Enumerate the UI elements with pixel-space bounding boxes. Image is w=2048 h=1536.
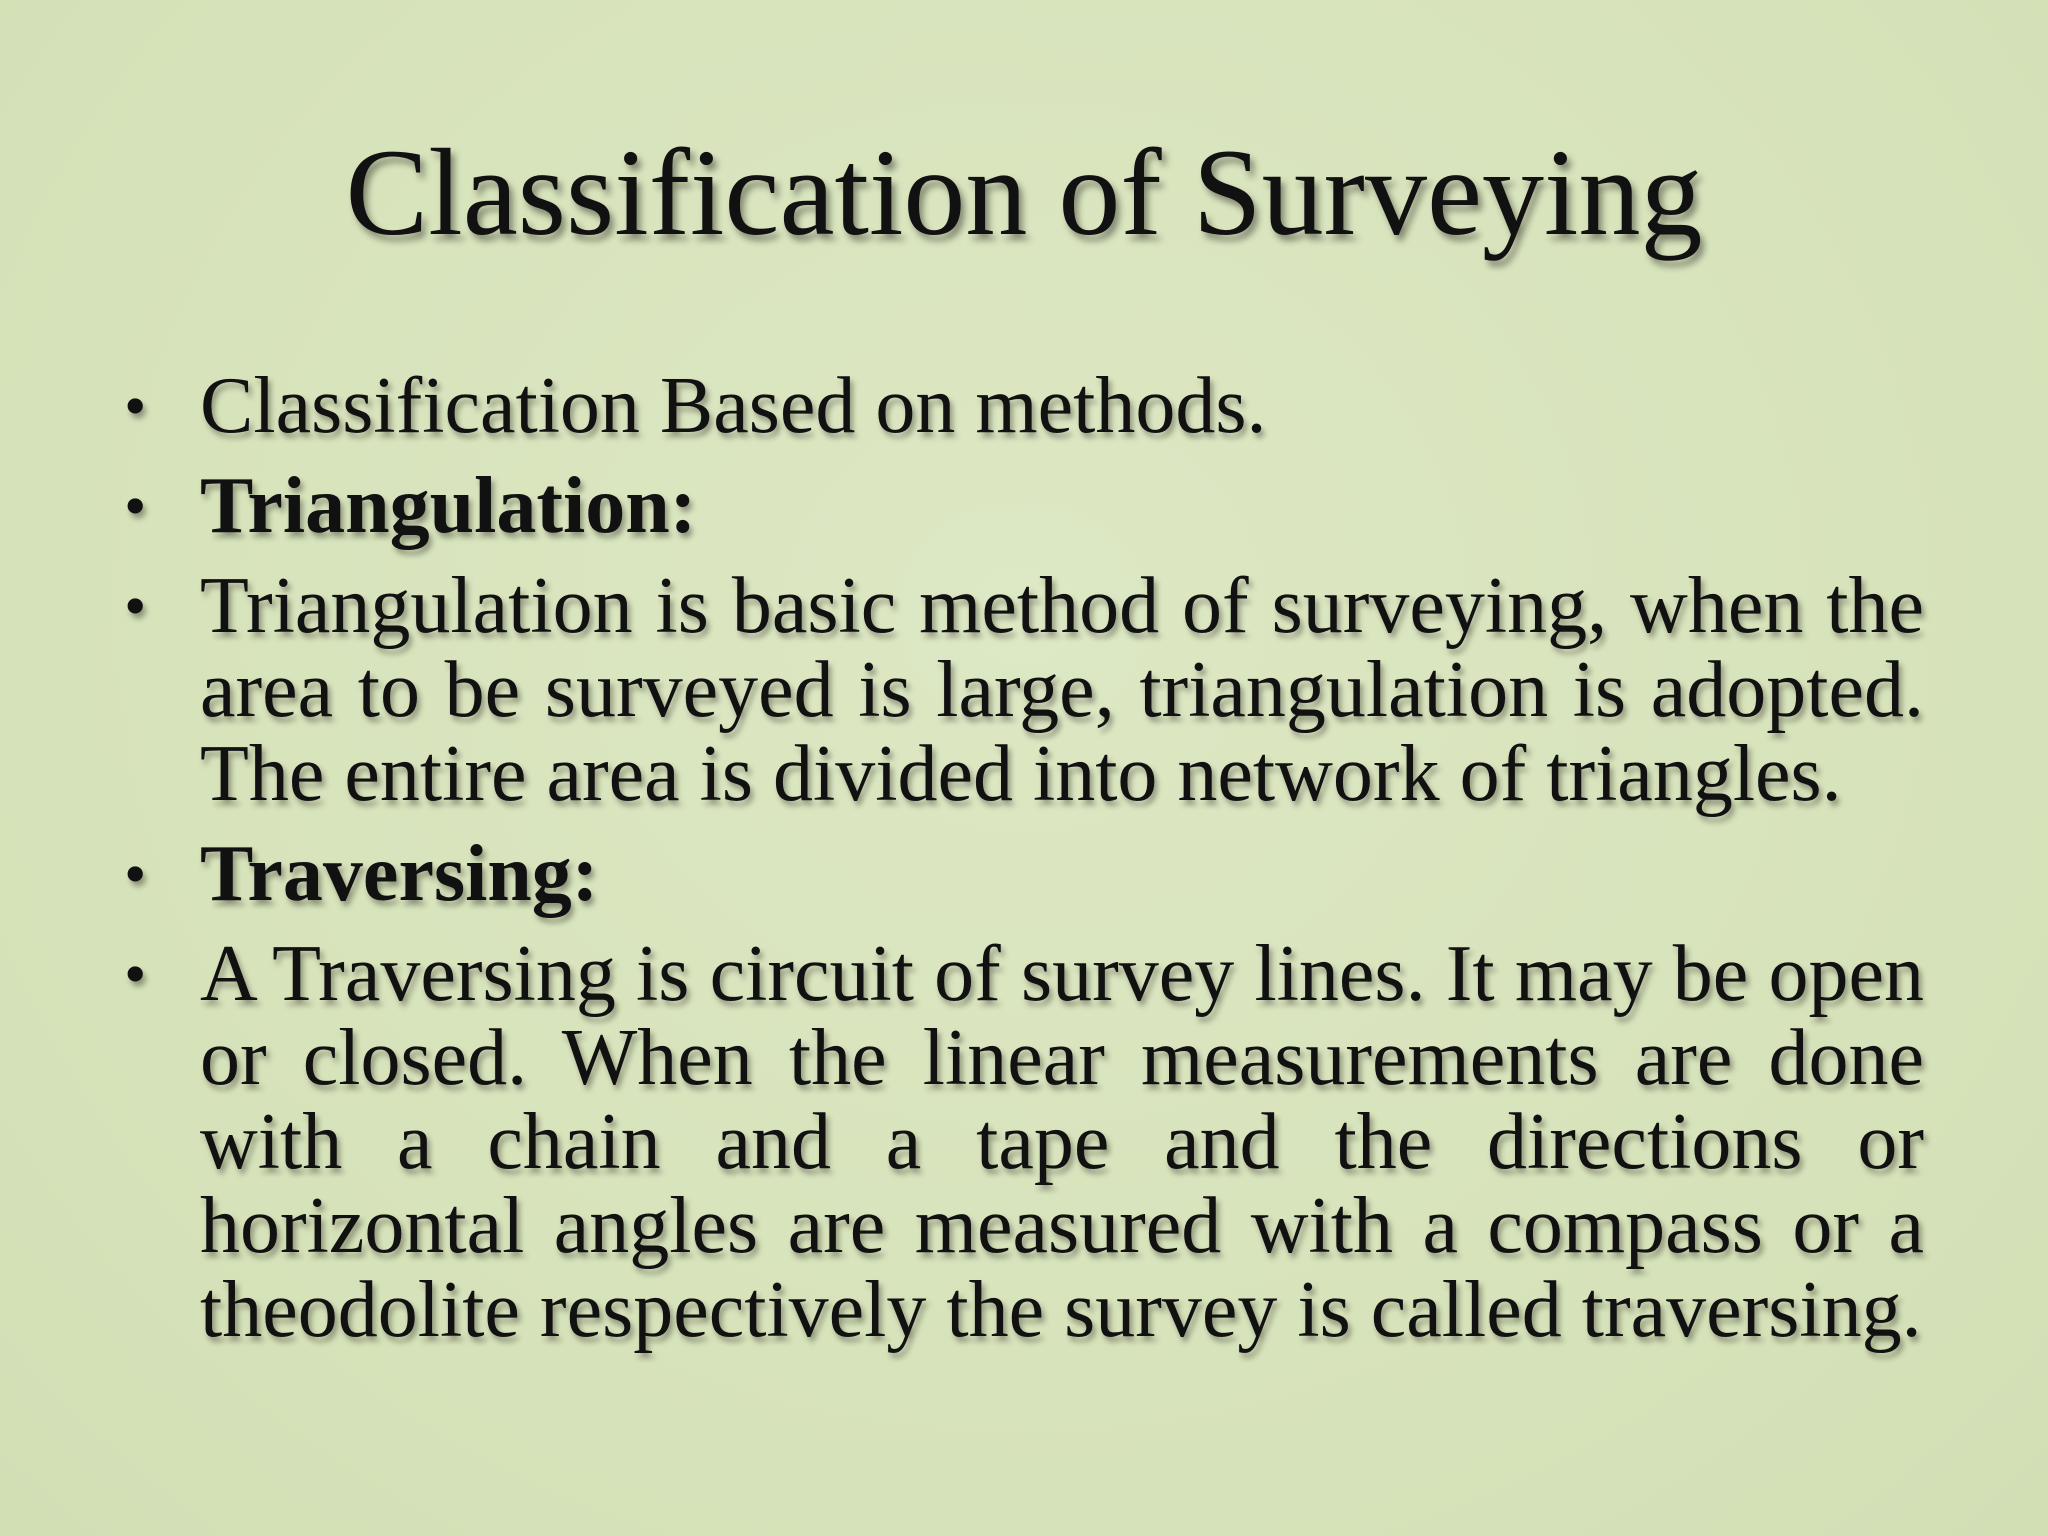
bullet-item-methods [124,364,1924,448]
bullet-icon: • [124,938,147,1009]
bullet-icon: • [124,370,147,441]
bullet-list [124,364,1924,1368]
bullet-text: Triangulation is basic method of surveying, when the area to be surveyed is large, triangulation is adopted. The entire area is divided into network of triangles. [200,562,1924,818]
bullet-item-triangulation-heading [124,464,1924,548]
bullet-item-traversing-heading [124,832,1924,916]
bullet-text: A Traversing is circuit of survey lines. It may be open or closed. When the linear measurements are done with a chain and a tape and the directions or horizontal angles are measured with a compass or a theodolite respectively the survey is called traversing. [200,930,1924,1354]
bullet-icon: • [124,570,147,641]
slide-title: Classification of Surveying [345,124,1703,261]
bullet-icon: • [124,470,147,541]
bullet-item-triangulation-description [124,564,1924,816]
bullet-item-traversing-description [124,932,1924,1352]
bullet-text: Triangulation: [200,462,697,550]
bullet-text: Traversing: [200,830,599,918]
bullet-text: Classification Based on methods. [200,362,1267,450]
bullet-icon: • [124,838,147,909]
